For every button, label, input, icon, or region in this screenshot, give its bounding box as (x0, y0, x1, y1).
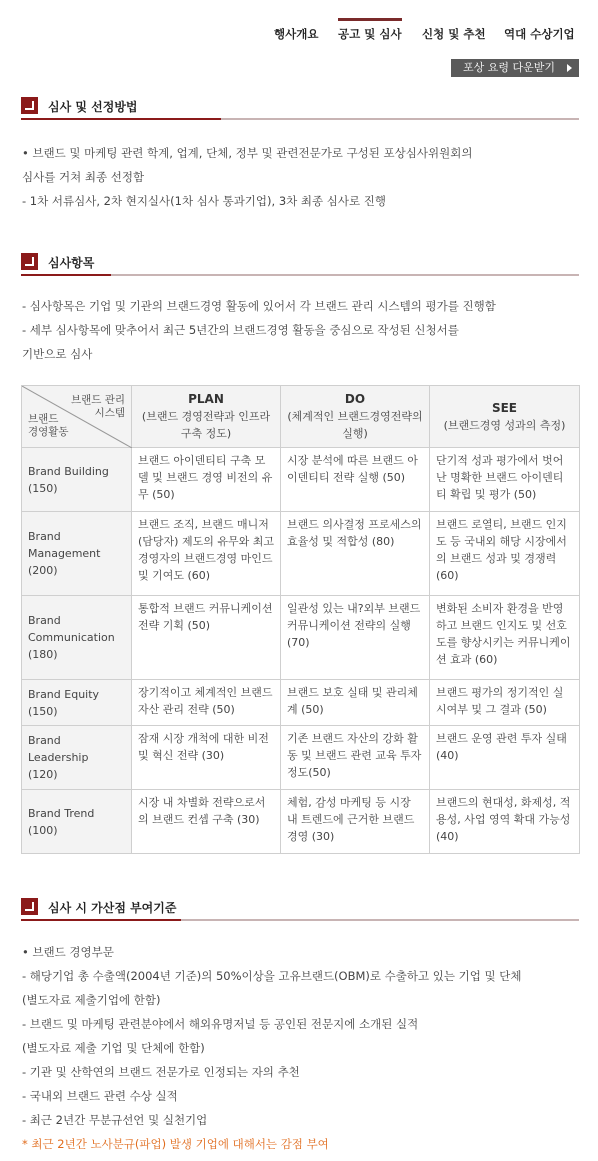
section-divider-light (221, 118, 579, 120)
table-cell: 시장 내 차별화 전략으로서의 브랜드 컨셉 구축 (30) (132, 790, 281, 854)
table-corner-header (22, 386, 132, 448)
table-cell: 변화된 소비자 환경을 반영하고 브랜드 인지도 및 선호도를 향상시키는 커뮤니케이션 효과 (60) (430, 596, 580, 680)
text-line: (별도자료 제출 기업 및 단체에 한함) (22, 1041, 205, 1055)
text-line: • 브랜드 경영부문 (22, 945, 114, 959)
section-title: 심사 시 가산점 부여기준 (48, 901, 177, 915)
column-name: PLAN (188, 392, 224, 406)
corner-label-activity: 브랜드 경영활동 (28, 413, 69, 438)
column-header-plan (132, 386, 281, 448)
section-divider-accent (21, 919, 181, 921)
row-header: Brand Building (150) (22, 448, 132, 512)
text-line: - 최근 2년간 무분규선언 및 실천기업 (22, 1113, 208, 1127)
table-cell: 기존 브랜드 자산의 강화 활동 및 브랜드 관련 교육 투자 정도(50) (281, 726, 430, 790)
row-header: Brand Trend (100) (22, 790, 132, 854)
table-row (22, 790, 580, 854)
table-cell: 체험, 감성 마케팅 등 시장 내 트렌드에 근거한 브랜드 경영 (30) (281, 790, 430, 854)
text-line: - 국내외 브랜드 관련 수상 실적 (22, 1089, 178, 1103)
text-line: - 해당기업 총 수출액(2004년 기준)의 50%이상을 고유브랜드(OBM)로 수출하고 있는 기업 및 단체 (22, 969, 522, 983)
row-header: Brand Communication (180) (22, 596, 132, 680)
active-tab-indicator (338, 18, 402, 21)
corner-label-system: 브랜드 관리 시스템 (70, 394, 125, 419)
text-line: - 기관 및 산학연의 브랜드 전문가로 인정되는 자의 추천 (22, 1065, 300, 1079)
text-line: - 브랜드 및 마케팅 관련분야에서 해외유명저널 등 공인된 전문지에 소개된 실적 (22, 1017, 419, 1031)
column-sub: (브랜드경영 성과의 측정) (443, 418, 566, 432)
column-header-see (430, 386, 580, 448)
table-row (22, 726, 580, 790)
section-title: 심사 및 선정방법 (48, 100, 138, 114)
download-guide-label: 포상 요령 다운받기 (463, 61, 556, 74)
table-row (22, 680, 580, 726)
table-cell: 브랜드 보호 실태 및 관리체계 (50) (281, 680, 430, 726)
section-divider-accent (21, 274, 111, 276)
table-row (22, 596, 580, 680)
row-header: Brand Management (200) (22, 512, 132, 596)
column-sub: (브랜드 경영전략과 인프라 구축 정도) (141, 410, 271, 440)
text-line: - 1차 서류심사, 2차 현지실사(1차 심사 통과기업), 3차 최종 심사로 진행 (22, 194, 386, 208)
text-line: - 심사항목은 기업 및 기관의 브랜드경영 활동에 있어서 각 브랜드 관리 시스템의 평가를 진행함 (22, 299, 496, 313)
table-row (22, 448, 580, 512)
table-cell: 시장 분석에 따른 브랜드 아이덴티티 전략 실행 (50) (281, 448, 430, 512)
arrow-down-right-icon (21, 97, 38, 114)
text-line: 심사를 거쳐 최종 선정함 (22, 170, 145, 184)
arrow-right-icon (567, 64, 572, 72)
text-line: 기반으로 심사 (22, 347, 93, 361)
table-cell: 단기적 성과 평가에서 벗어난 명확한 브랜드 아이덴티티 확립 및 평가 (50) (430, 448, 580, 512)
row-header: Brand Equity (150) (22, 680, 132, 726)
text-line: - 세부 심사항목에 맞추어서 최근 5년간의 브랜드경영 활동을 중심으로 작성된 신청서를 (22, 323, 459, 337)
table-cell: 브랜드 평가의 정기적인 실시여부 및 그 결과 (50) (430, 680, 580, 726)
text-line: • 브랜드 및 마케팅 관련 학계, 업계, 단체, 정부 및 관련전문가로 구성된 포상심사위원회의 (22, 146, 473, 160)
table-cell: 장기적이고 체계적인 브랜드 자산 관리 전략 (50) (132, 680, 281, 726)
table-cell: 브랜드의 현대성, 화제성, 적용성, 사업 영역 확대 가능성 (40) (430, 790, 580, 854)
arrow-down-right-icon (21, 898, 38, 915)
top-navigation (260, 18, 598, 48)
nav-item-apply-recommend[interactable]: 신청 및 추천 (422, 27, 486, 41)
penalty-note: * 최근 2년간 노사분규(파업) 발생 기업에 대해서는 감점 부여 (22, 1137, 329, 1151)
column-sub: (체계적인 브랜드경영전략의 실행) (287, 410, 423, 440)
table-cell: 브랜드 아이덴티티 구축 모델 및 브랜드 경영 비전의 유무 (50) (132, 448, 281, 512)
column-name: SEE (491, 400, 518, 415)
table-cell: 일관성 있는 내?외부 브랜드 커뮤니케이션 전략의 실행 (70) (281, 596, 430, 680)
table-cell: 브랜드 운영 관련 투자 실태 (40) (430, 726, 580, 790)
text-line: (별도자료 제출기업에 한함) (22, 993, 161, 1007)
table-row (22, 512, 580, 596)
nav-item-past-winners[interactable]: 역대 수상기업 (504, 27, 575, 41)
row-header: Brand Leadership (120) (22, 726, 132, 790)
table-cell: 통합적 브랜드 커뮤니케이션 전략 기획 (50) (132, 596, 281, 680)
table-cell: 잠재 시장 개척에 대한 비전 및 혁신 전략 (30) (132, 726, 281, 790)
review-items-table (21, 385, 580, 854)
column-name: DO (344, 392, 366, 406)
nav-item-notice-review[interactable]: 공고 및 심사 (338, 27, 402, 41)
table-cell: 브랜드 로열티, 브랜드 인지도 등 국내외 해당 시장에서의 브랜드 성과 및 경쟁력 (60) (430, 512, 580, 596)
nav-item-overview[interactable]: 행사개요 (274, 27, 319, 41)
table-cell: 브랜드 의사결정 프로세스의 효율성 및 적합성 (80) (281, 512, 430, 596)
section-title: 심사항목 (48, 256, 95, 270)
arrow-down-right-icon (21, 253, 38, 270)
table-cell: 브랜드 조직, 브랜드 매니저(담당자) 제도의 유무와 최고경영자의 브랜드경영 마인드 및 기여도 (60) (132, 512, 281, 596)
column-header-do (281, 386, 430, 448)
download-guide-button[interactable] (451, 59, 579, 77)
